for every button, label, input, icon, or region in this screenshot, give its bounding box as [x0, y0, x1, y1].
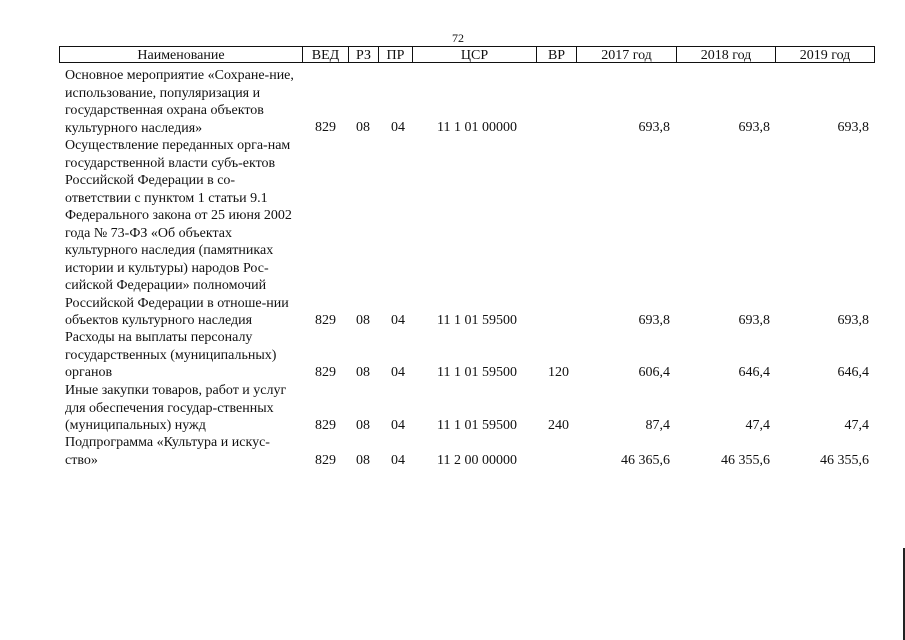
row-ved: 829 [315, 120, 336, 135]
row-ved: 829 [315, 453, 336, 468]
row-2017: 693,8 [638, 120, 670, 135]
row-pr: 04 [391, 120, 405, 135]
header-pr: ПР [379, 47, 413, 62]
row-2018: 693,8 [738, 313, 770, 328]
page-number: 72 [452, 31, 464, 45]
row-2017: 606,4 [638, 365, 670, 380]
row-2019: 646,4 [837, 365, 869, 380]
row-rz: 08 [356, 453, 370, 468]
row-ved: 829 [315, 418, 336, 433]
row-pr: 04 [391, 313, 405, 328]
header-rz: РЗ [349, 47, 379, 62]
row-2018: 46 355,6 [721, 453, 770, 468]
row-2017: 87,4 [645, 418, 670, 433]
row-pr: 04 [391, 418, 405, 433]
header-csr: ЦСР [413, 47, 537, 62]
header-ved: ВЕД [303, 47, 349, 62]
row-2019: 693,8 [837, 120, 869, 135]
header-vr: ВР [537, 47, 577, 62]
row-name: Расходы на выплаты персоналу государственных (муниципальных) органов [65, 330, 277, 380]
row-2019: 46 355,6 [820, 453, 869, 468]
row-rz: 08 [356, 418, 370, 433]
row-csr: 11 1 01 00000 [437, 120, 517, 135]
row-2018: 646,4 [738, 365, 770, 380]
row-vr: 240 [548, 418, 569, 433]
row-pr: 04 [391, 365, 405, 380]
header-2017: 2017 год [577, 47, 677, 62]
header-name: Наименование [60, 47, 303, 62]
row-ved: 829 [315, 365, 336, 380]
row-rz: 08 [356, 120, 370, 135]
row-2017: 46 365,6 [621, 453, 670, 468]
header-2019: 2019 год [799, 48, 851, 63]
row-csr: 11 2 00 00000 [437, 453, 517, 468]
row-name: Осуществление переданных орга-нам государственной власти субъ-ектов Российской Федерации в со-ответствии с пунктом 1 статьи 9.1 Федерального закона от 25 июня 2002 года № 73-ФЗ «Об объектах культурного наследия (памятниках истории и культуры) народов Рос-сийской Федерации» полномочий Российской Федерации в отноше-нии объектов культурного наследия [65, 138, 292, 328]
row-2018: 693,8 [738, 120, 770, 135]
header-2018: 2018 год [677, 47, 776, 62]
row-2017: 693,8 [638, 313, 670, 328]
row-name: Основное мероприятие «Сохране-ние, использование, популяризация и государственная охрана объектов культурного наследия» [65, 68, 294, 136]
row-2019: 693,8 [837, 313, 869, 328]
table-header [59, 46, 875, 63]
row-name: Иные закупки товаров, работ и услуг для обеспечения государ-ственных (муниципальных) нужд [65, 383, 287, 433]
row-2018: 47,4 [745, 418, 770, 433]
row-csr: 11 1 01 59500 [437, 418, 517, 433]
row-name: Подпрограмма «Культура и искус-ство» [65, 435, 270, 468]
row-pr: 04 [391, 453, 405, 468]
row-rz: 08 [356, 313, 370, 328]
row-vr: 120 [548, 365, 569, 380]
row-csr: 11 1 01 59500 [437, 365, 517, 380]
row-rz: 08 [356, 365, 370, 380]
row-csr: 11 1 01 59500 [437, 313, 517, 328]
row-2019: 47,4 [844, 418, 869, 433]
row-ved: 829 [315, 313, 336, 328]
